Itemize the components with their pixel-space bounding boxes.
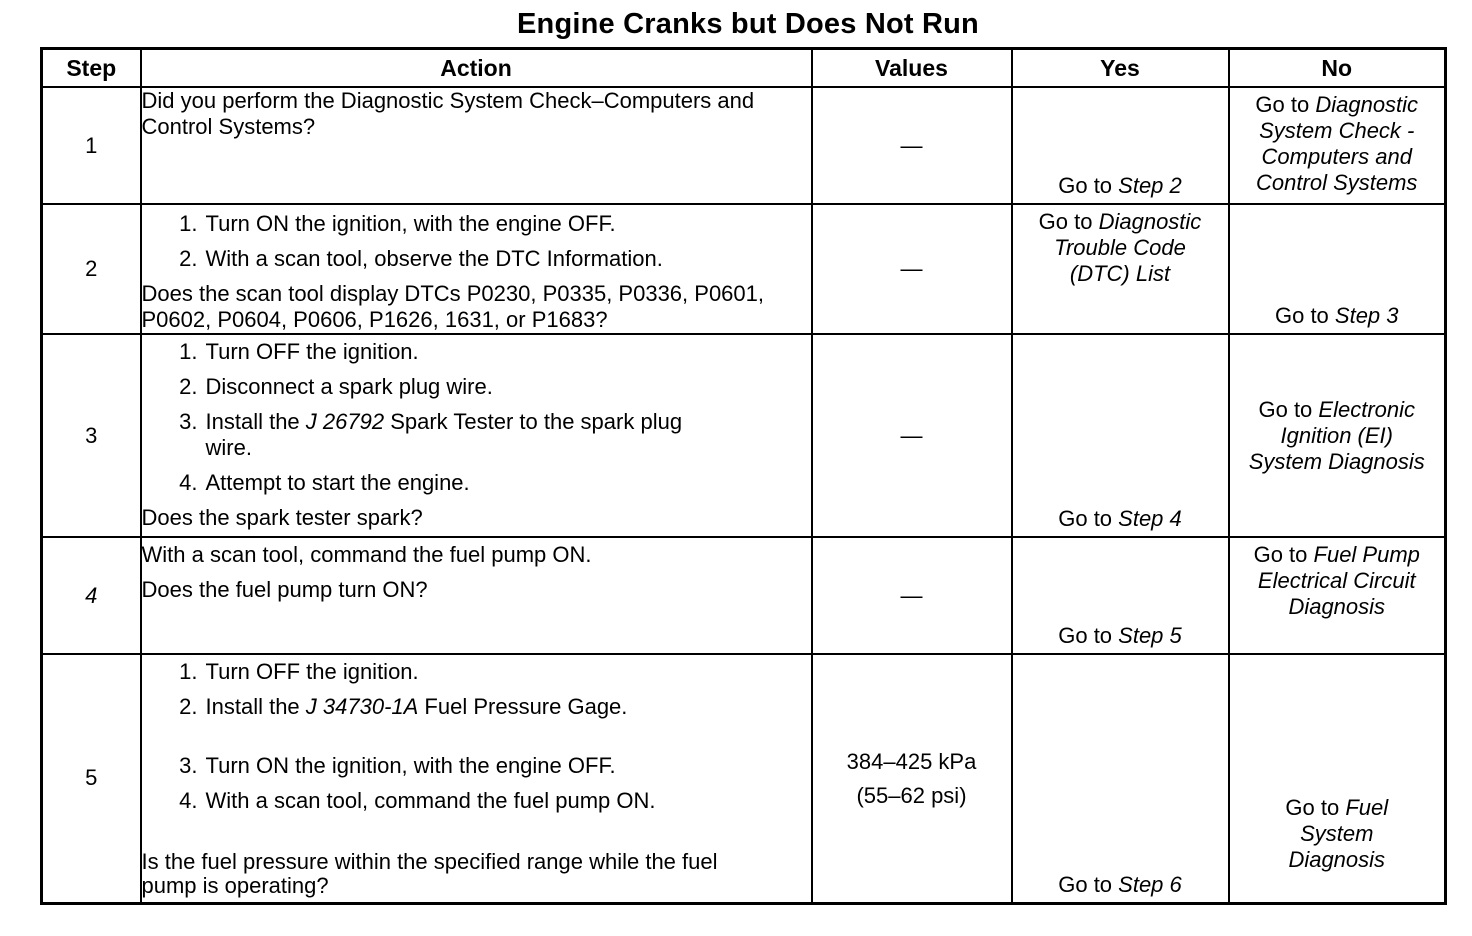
action-text: With a scan tool, command the fuel pump ON. xyxy=(141,542,592,567)
step-item-text: Install the J 26792 Spark Tester to the spark plug wire. xyxy=(205,409,683,460)
action-step xyxy=(142,409,811,461)
diagnostic-table xyxy=(40,47,1447,905)
step-item-text: Turn OFF the ignition. xyxy=(205,659,419,684)
action-cell xyxy=(141,654,812,903)
values-psi: (55–62 psi) xyxy=(856,783,967,808)
action-question: Is the fuel pressure within the specified range while the fuel pump is operating? xyxy=(141,849,718,898)
no-link[interactable]: Electronic Ignition (EI) System Diagnosis xyxy=(1248,396,1425,474)
no-prefix: Go to xyxy=(1255,92,1316,117)
table-row xyxy=(42,654,1446,903)
yes-link[interactable]: Diagnostic Trouble Code (DTC) List xyxy=(1054,209,1202,286)
no-prefix: Go to xyxy=(1285,795,1346,820)
header-action: Action xyxy=(141,49,812,88)
action-step xyxy=(142,246,811,272)
no-cell[interactable] xyxy=(1229,334,1446,537)
action-step xyxy=(142,788,811,814)
header-step: Step xyxy=(42,49,141,88)
yes-link[interactable]: Step 5 xyxy=(1118,623,1182,648)
no-cell[interactable] xyxy=(1229,87,1446,204)
action-cell xyxy=(141,87,812,204)
action-step xyxy=(142,339,811,365)
action-step xyxy=(142,374,811,400)
step-item-number: 2. xyxy=(179,374,198,399)
yes-prefix: Go to xyxy=(1038,209,1099,234)
header-yes: Yes xyxy=(1012,49,1229,88)
step-number: 3 xyxy=(42,334,141,537)
step-number: 2 xyxy=(42,204,141,334)
table-row xyxy=(42,87,1446,204)
action-cell xyxy=(141,204,812,334)
yes-prefix: Go to xyxy=(1058,173,1119,198)
action-steps xyxy=(142,659,811,814)
no-cell[interactable] xyxy=(1229,537,1446,654)
no-prefix: Go to xyxy=(1274,303,1335,328)
action-step xyxy=(142,211,811,237)
step-item-text: Attempt to start the engine. xyxy=(205,470,470,495)
tool-name: J 26792 xyxy=(305,409,385,434)
yes-link[interactable]: Step 6 xyxy=(1118,871,1182,897)
no-cell[interactable] xyxy=(1229,204,1446,334)
yes-cell[interactable] xyxy=(1012,87,1229,204)
step-item-text: Install the J 34730-1A Fuel Pressure Gage. xyxy=(205,694,628,719)
header-row xyxy=(42,49,1446,88)
step-number: 5 xyxy=(42,654,141,903)
tool-name: J 34730-1A xyxy=(305,694,419,719)
step-item-number: 2. xyxy=(179,694,198,719)
no-link[interactable]: Diagnostic System Check - Computers and Control Systems xyxy=(1256,92,1419,195)
values-cell xyxy=(812,654,1012,903)
header-values: Values xyxy=(812,49,1012,88)
page-title: Engine Cranks but Does Not Run xyxy=(517,8,979,40)
header-no: No xyxy=(1229,49,1446,88)
step-item-number: 1. xyxy=(179,659,198,684)
step-number: 4 xyxy=(42,537,141,654)
step-item-number: 3. xyxy=(179,753,198,778)
yes-cell[interactable] xyxy=(1012,654,1229,903)
step-item-text: Disconnect a spark plug wire. xyxy=(205,374,493,399)
action-steps xyxy=(142,211,811,272)
action-cell xyxy=(141,537,812,654)
yes-prefix: Go to xyxy=(1058,506,1119,531)
step-item-number: 2. xyxy=(179,246,198,271)
yes-link[interactable]: Step 4 xyxy=(1118,506,1182,531)
table-row xyxy=(42,537,1446,654)
yes-cell[interactable] xyxy=(1012,204,1229,334)
yes-link[interactable]: Step 2 xyxy=(1118,173,1182,198)
action-step xyxy=(142,753,811,779)
yes-prefix: Go to xyxy=(1058,623,1119,648)
yes-cell[interactable] xyxy=(1012,334,1229,537)
step-item-number: 4. xyxy=(179,788,198,813)
step-item-text: With a scan tool, observe the DTC Information. xyxy=(205,246,663,271)
action-steps xyxy=(142,339,811,496)
step-number: 1 xyxy=(42,87,141,204)
action-step xyxy=(142,694,811,720)
step-item-text: Turn ON the ignition, with the engine OFF. xyxy=(205,753,616,778)
step-item-number: 1. xyxy=(179,339,198,364)
no-link[interactable]: Fuel Pump Electrical Circuit Diagnosis xyxy=(1257,542,1420,619)
values-kpa: 384–425 kPa xyxy=(846,749,977,774)
no-prefix: Go to xyxy=(1258,396,1319,422)
table-row xyxy=(42,334,1446,537)
values-cell: — xyxy=(812,87,1012,204)
no-link[interactable]: Fuel System Diagnosis xyxy=(1288,795,1389,872)
yes-prefix: Go to xyxy=(1058,871,1119,897)
step-item-number: 1. xyxy=(179,211,198,236)
values-cell: — xyxy=(812,204,1012,334)
no-prefix: Go to xyxy=(1253,542,1314,567)
action-question: Does the scan tool display DTCs P0230, P0335, P0336, P0601, P0602, P0604, P0606, P1626, 1631, or P1683? xyxy=(141,281,764,332)
no-cell[interactable] xyxy=(1229,654,1446,903)
step-item-text: Turn OFF the ignition. xyxy=(205,339,419,364)
step-item-number: 4. xyxy=(179,470,198,495)
action-cell xyxy=(141,334,812,537)
action-step xyxy=(142,470,811,496)
action-step xyxy=(142,659,811,685)
yes-cell[interactable] xyxy=(1012,537,1229,654)
step-item-text: Turn ON the ignition, with the engine OFF. xyxy=(205,211,616,236)
action-question: Does the spark tester spark? xyxy=(141,505,423,530)
action-question: Does the fuel pump turn ON? xyxy=(141,577,428,602)
action-text: Did you perform the Diagnostic System Check–Computers and Control Systems? xyxy=(141,88,755,139)
step-item-number: 3. xyxy=(179,409,198,434)
no-link[interactable]: Step 3 xyxy=(1334,303,1399,328)
values-cell: — xyxy=(812,334,1012,537)
table-row xyxy=(42,204,1446,334)
step-item-text: With a scan tool, command the fuel pump ON. xyxy=(205,788,656,813)
values-cell: — xyxy=(812,537,1012,654)
